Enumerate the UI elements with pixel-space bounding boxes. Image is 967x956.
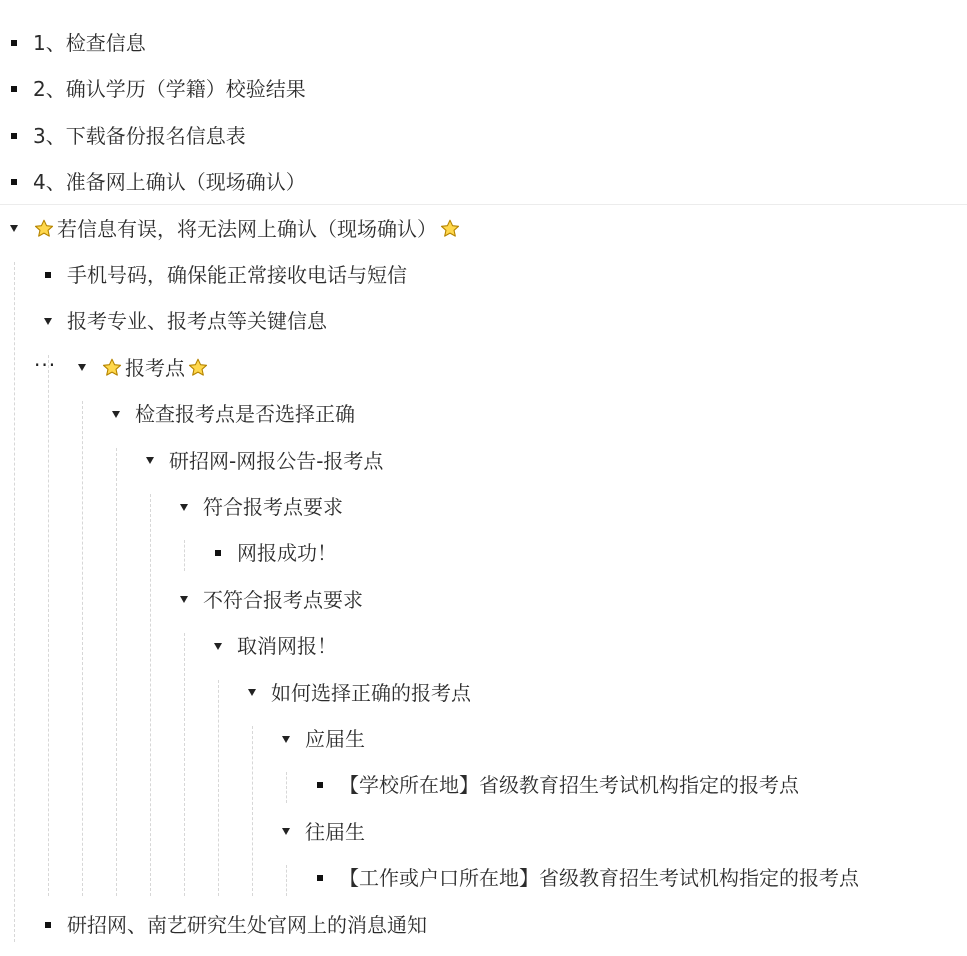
collapse-caret-icon[interactable] bbox=[39, 318, 57, 325]
outline-row-i17[interactable] bbox=[0, 762, 967, 808]
outline-item-label[interactable]: 1、检查信息 bbox=[33, 31, 146, 55]
outline-item-label[interactable]: 手机号码，确保能正常接收电话与短信 bbox=[67, 263, 407, 287]
square-bullet-icon bbox=[317, 782, 323, 788]
caret-down-icon bbox=[112, 411, 120, 418]
bullet-icon bbox=[209, 550, 227, 556]
collapse-caret-icon[interactable] bbox=[243, 689, 261, 696]
outline-label-wrap bbox=[339, 773, 799, 798]
outline-row-i18[interactable] bbox=[0, 809, 967, 855]
outline-label-wrap bbox=[305, 819, 365, 844]
indent-guide-line bbox=[14, 262, 15, 942]
square-bullet-icon bbox=[317, 875, 323, 881]
bullet-icon bbox=[39, 922, 57, 928]
collapse-caret-icon[interactable] bbox=[141, 457, 159, 464]
caret-down-icon bbox=[10, 225, 18, 232]
outline-row-i14[interactable] bbox=[0, 623, 967, 669]
indent-guide-line bbox=[286, 865, 287, 895]
outline-row-content bbox=[175, 577, 363, 623]
caret-down-icon bbox=[146, 457, 154, 464]
collapse-caret-icon[interactable] bbox=[73, 364, 91, 371]
collapse-caret-icon[interactable] bbox=[5, 225, 23, 232]
more-icon[interactable]: ··· bbox=[34, 353, 57, 377]
outline-row-content bbox=[107, 391, 355, 437]
outline-row-content bbox=[311, 762, 799, 808]
outline-row-i9[interactable] bbox=[0, 391, 967, 437]
caret-down-icon bbox=[180, 596, 188, 603]
outline-row-i19[interactable] bbox=[0, 855, 967, 901]
outline-label-wrap bbox=[169, 448, 384, 473]
outline-item-label[interactable]: 若信息有误，将无法网上确认（现场确认） bbox=[57, 216, 437, 241]
square-bullet-icon bbox=[11, 133, 17, 139]
caret-down-icon bbox=[214, 643, 222, 650]
collapse-caret-icon[interactable] bbox=[209, 643, 227, 650]
outline-row-i10[interactable] bbox=[0, 438, 967, 484]
outline-row-content bbox=[141, 438, 383, 484]
outline-label-wrap bbox=[271, 680, 471, 705]
outline-item-label[interactable]: 2、确认学历（学籍）校验结果 bbox=[33, 77, 306, 102]
outline-item-label[interactable]: 网报成功！ bbox=[237, 541, 337, 566]
outline-row-i16[interactable] bbox=[0, 716, 967, 762]
bullet-icon bbox=[311, 875, 329, 881]
outline-label-wrap bbox=[135, 402, 355, 427]
indent-guide-line bbox=[252, 726, 253, 896]
outline-item-label[interactable]: 4、准备网上确认（现场确认） bbox=[33, 170, 306, 195]
collapse-caret-icon[interactable] bbox=[107, 411, 125, 418]
outline-item-label[interactable]: 3、下载备份报名信息表 bbox=[33, 123, 246, 148]
outline-row-content bbox=[39, 298, 327, 344]
outline-row-i8[interactable] bbox=[0, 345, 967, 391]
collapse-caret-icon[interactable] bbox=[277, 828, 295, 835]
outline-row-content bbox=[5, 20, 146, 66]
outline-row-content bbox=[5, 206, 461, 252]
outline-label-wrap bbox=[67, 309, 327, 334]
outline-label-wrap bbox=[33, 33, 146, 53]
square-bullet-icon bbox=[11, 40, 17, 46]
outline-row-content bbox=[5, 66, 306, 112]
outline-item-label[interactable]: 往届生 bbox=[305, 819, 365, 844]
caret-down-icon bbox=[44, 318, 52, 325]
indent-guide-line bbox=[116, 448, 117, 896]
outline-row-content bbox=[39, 252, 407, 298]
outline-row-content bbox=[73, 345, 209, 391]
outline-label-wrap bbox=[305, 729, 365, 749]
outline-label-wrap bbox=[339, 866, 859, 891]
outline-label-wrap bbox=[101, 357, 209, 379]
bullet-icon bbox=[311, 782, 329, 788]
outline-item-label[interactable]: 符合报考点要求 bbox=[203, 495, 343, 519]
star-icon bbox=[101, 357, 123, 379]
outline-item-label[interactable]: 取消网报！ bbox=[237, 634, 337, 659]
outline-item-label[interactable]: 不符合报考点要求 bbox=[203, 587, 363, 612]
star-icon bbox=[33, 218, 55, 240]
outline-row-i1[interactable] bbox=[0, 20, 967, 66]
outline-row-i15[interactable] bbox=[0, 670, 967, 716]
outline-label-wrap bbox=[237, 541, 337, 566]
outline-item-label[interactable]: 应届生 bbox=[305, 727, 365, 751]
outline-item-label[interactable]: 报考点 bbox=[125, 355, 185, 380]
square-bullet-icon bbox=[215, 550, 221, 556]
caret-down-icon bbox=[282, 828, 290, 835]
outline-label-wrap bbox=[33, 123, 246, 148]
outline-label-wrap bbox=[33, 218, 461, 240]
outline-row-content bbox=[311, 855, 859, 901]
caret-down-icon bbox=[180, 504, 188, 511]
indent-guide-line bbox=[82, 401, 83, 895]
outline-row-content bbox=[5, 113, 246, 159]
star-icon bbox=[439, 218, 461, 240]
outline-row-i5[interactable] bbox=[0, 206, 967, 252]
outline-row-content bbox=[5, 159, 306, 205]
outline-row-i20[interactable] bbox=[0, 902, 967, 948]
outline-label-wrap bbox=[203, 497, 343, 517]
outline-label-wrap bbox=[67, 265, 407, 285]
square-bullet-icon bbox=[11, 86, 17, 92]
outline-item-label[interactable]: 报考专业、报考点等关键信息 bbox=[67, 309, 327, 334]
outline-row-i4[interactable] bbox=[0, 159, 967, 205]
bullet-icon bbox=[5, 179, 23, 185]
indent-guide-line bbox=[218, 680, 219, 896]
square-bullet-icon bbox=[45, 922, 51, 928]
outline-row-content bbox=[175, 484, 343, 530]
outline-row-i7[interactable] bbox=[0, 298, 967, 344]
outline-row-content bbox=[277, 716, 365, 762]
indent-guide-line bbox=[286, 772, 287, 802]
outline-label-wrap bbox=[237, 634, 337, 659]
caret-down-icon bbox=[248, 689, 256, 696]
outline-row-i13[interactable] bbox=[0, 577, 967, 623]
outline-row-content bbox=[243, 670, 471, 716]
outline-item-label[interactable]: 研招网、南艺研究生处官网上的消息通知 bbox=[67, 912, 427, 937]
square-bullet-icon bbox=[45, 272, 51, 278]
caret-down-icon bbox=[78, 364, 86, 371]
outline-row-content bbox=[209, 623, 337, 669]
indent-guide-line bbox=[150, 494, 151, 896]
bullet-icon bbox=[39, 272, 57, 278]
outline-row-i3[interactable] bbox=[0, 113, 967, 159]
outline-row-content bbox=[277, 809, 365, 855]
outline-item-label[interactable]: 【学校所在地】省级教育招生考试机构指定的报考点 bbox=[339, 773, 799, 798]
bullet-icon bbox=[5, 40, 23, 46]
collapse-caret-icon[interactable] bbox=[175, 596, 193, 603]
outline-item-label[interactable]: 研招网-网报公告-报考点 bbox=[169, 448, 384, 473]
outline-row-i2[interactable] bbox=[0, 66, 967, 112]
outline-label-wrap bbox=[67, 912, 427, 937]
indent-guide-line bbox=[184, 633, 185, 895]
outline-item-label[interactable]: 如何选择正确的报考点 bbox=[271, 680, 471, 705]
outline-label-wrap bbox=[33, 170, 306, 195]
indent-guide-line bbox=[48, 355, 49, 896]
outline-row-i11[interactable] bbox=[0, 484, 967, 530]
outline-row-content bbox=[39, 902, 427, 948]
outline-item-label[interactable]: 检查报考点是否选择正确 bbox=[135, 402, 355, 427]
outline-row-content bbox=[209, 530, 337, 576]
outline-label-wrap bbox=[203, 587, 363, 612]
collapse-caret-icon[interactable] bbox=[175, 504, 193, 511]
bullet-icon bbox=[5, 86, 23, 92]
caret-down-icon bbox=[282, 736, 290, 743]
bullet-icon bbox=[5, 133, 23, 139]
outline-row-i12[interactable] bbox=[0, 530, 967, 576]
outline-label-wrap bbox=[33, 77, 306, 102]
collapse-caret-icon[interactable] bbox=[277, 736, 295, 743]
square-bullet-icon bbox=[11, 179, 17, 185]
outline-item-label[interactable]: 【工作或户口所在地】省级教育招生考试机构指定的报考点 bbox=[339, 866, 859, 891]
outline-row-i6[interactable] bbox=[0, 252, 967, 298]
indent-guide-line bbox=[184, 540, 185, 570]
star-icon bbox=[187, 357, 209, 379]
